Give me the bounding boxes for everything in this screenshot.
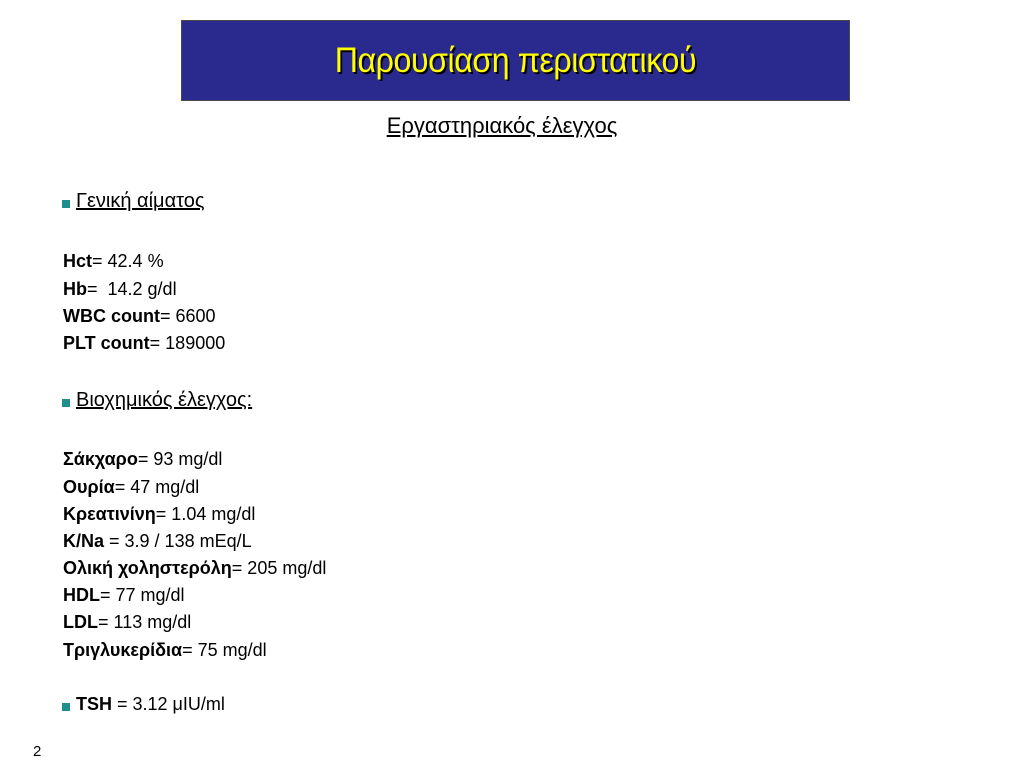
- lab-value-row: [63, 585, 185, 606]
- lab-value: = 77 mg/dl: [100, 585, 185, 605]
- slide-title: Παρουσίαση περιστατικού: [334, 40, 697, 80]
- lab-value: = 205 mg/dl: [231, 558, 327, 578]
- page-number: 2: [33, 743, 42, 760]
- lab-label: K/Na: [63, 531, 105, 551]
- lab-label: Σάκχαρο: [63, 449, 138, 469]
- lab-value: = 14.2 g/dl: [87, 279, 177, 299]
- lab-value: = 113 mg/dl: [98, 612, 192, 632]
- tsh-row: [62, 694, 225, 715]
- lab-label: LDL: [63, 612, 98, 632]
- lab-label: Hb: [63, 279, 87, 299]
- slide-subtitle: Εργαστηριακός έλεγχος: [386, 113, 618, 138]
- lab-value: = 47 mg/dl: [114, 477, 200, 497]
- lab-value: = 189000: [149, 333, 226, 353]
- square-bullet-icon: [62, 703, 70, 711]
- lab-value: = 42.4 %: [92, 251, 164, 271]
- lab-label: Κρεατινίνη: [63, 504, 156, 524]
- lab-value-row: [63, 251, 164, 272]
- lab-value-row: [63, 279, 177, 300]
- lab-label: Τριγλυκερίδια: [63, 640, 183, 660]
- lab-value: = 1.04 mg/dl: [155, 504, 256, 524]
- lab-value-row: [63, 640, 267, 661]
- lab-label: Hct: [63, 251, 93, 271]
- lab-value-row: [63, 477, 199, 498]
- lab-value-row: [63, 612, 191, 633]
- lab-value-row: [63, 504, 255, 525]
- lab-label: Ολική χοληστερόλη: [63, 558, 232, 578]
- lab-label: WBC count: [63, 306, 160, 326]
- lab-value-row: [63, 531, 252, 552]
- lab-label: HDL: [63, 585, 100, 605]
- lab-value-row: [63, 558, 326, 579]
- lab-value: = 75 mg/dl: [182, 640, 267, 660]
- lab-value-row: [63, 449, 222, 470]
- section-heading-biochemistry: [62, 389, 252, 412]
- lab-value: = 6600: [159, 306, 216, 326]
- tsh-value: = 3.12 μIU/ml: [112, 694, 225, 714]
- title-banner: [181, 20, 850, 101]
- lab-value-row: [63, 306, 216, 327]
- lab-value: = 3.9 / 138 mEq/L: [104, 531, 252, 551]
- lab-value: = 93 mg/dl: [137, 449, 223, 469]
- lab-value-row: [63, 333, 225, 354]
- biochemistry-heading: Βιοχημικός έλεγχος:: [76, 389, 253, 411]
- blood-count-heading: Γενική αίματος: [76, 190, 205, 212]
- square-bullet-icon: [62, 399, 70, 407]
- square-bullet-icon: [62, 200, 70, 208]
- lab-label: Ουρία: [63, 477, 115, 497]
- section-heading-blood-count: [62, 190, 205, 213]
- tsh-label: TSH: [76, 694, 112, 714]
- lab-label: PLT count: [63, 333, 150, 353]
